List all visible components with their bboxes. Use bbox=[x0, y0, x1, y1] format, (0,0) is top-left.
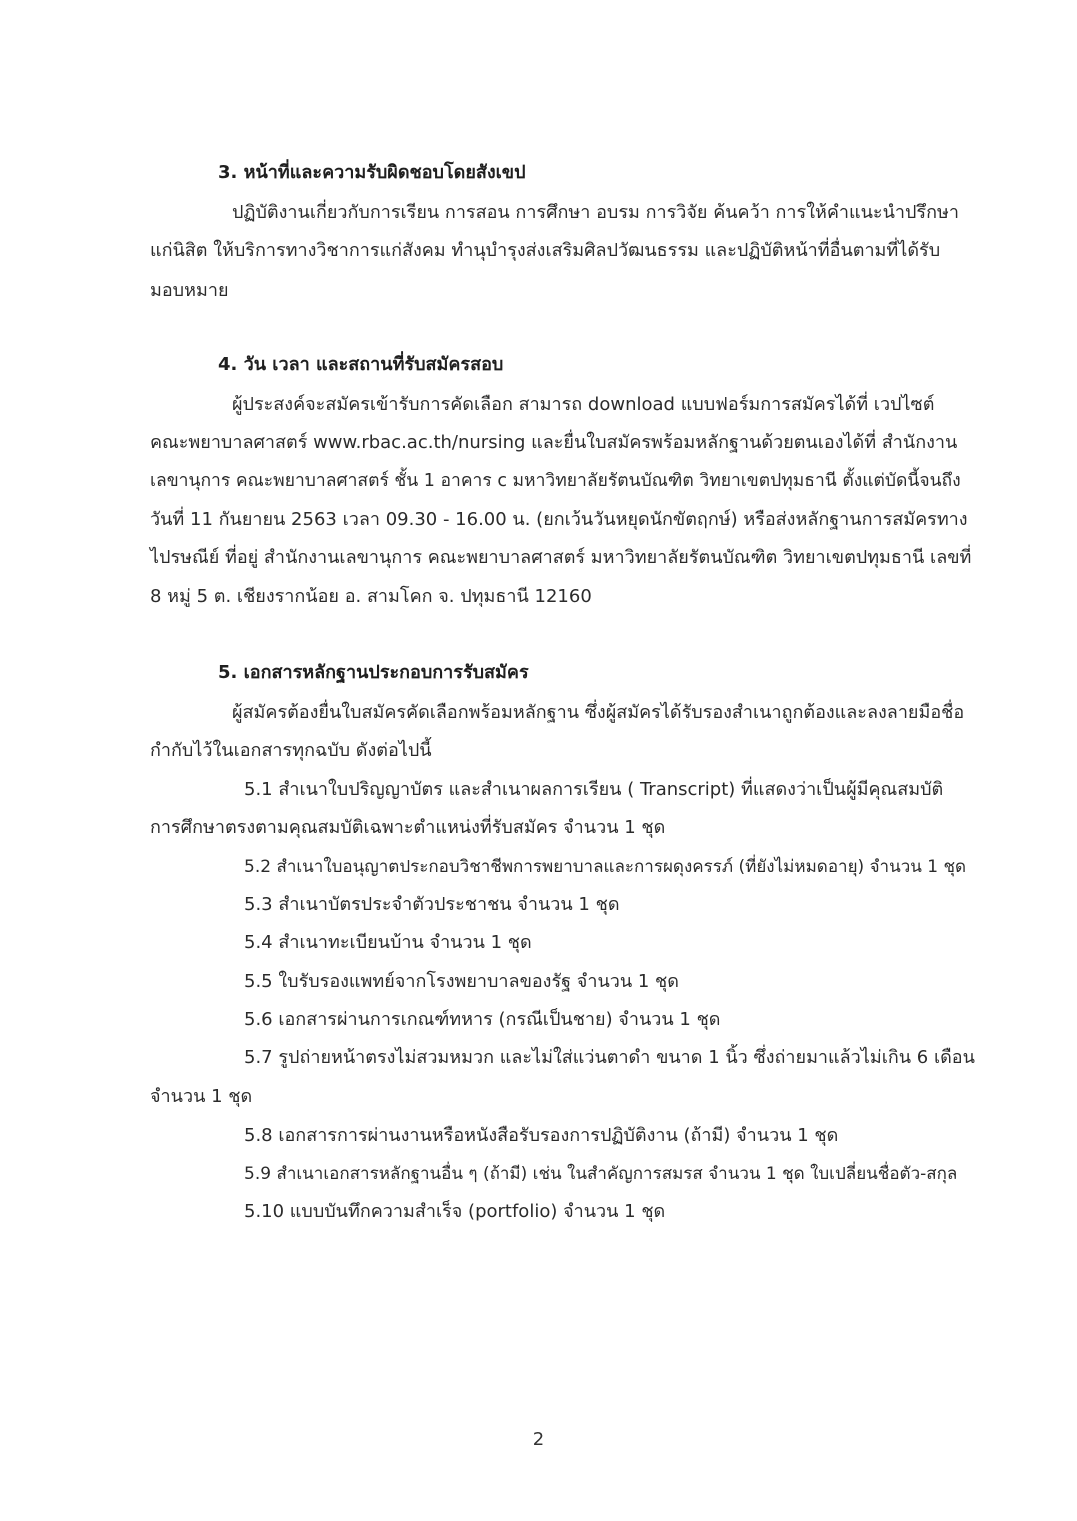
list-item-5-1: 5.1 สำเนาใบปริญญาบัตร และสำเนาผลการเรียน ( Transcript) ที่แสดงว่าเป็นผู้มีคุณสมบัติ bbox=[244, 779, 944, 800]
section-4-line-2: คณะพยาบาลศาสตร์ www.rbac.ac.th/nursing และยื่นใบสมัครพร้อมหลักฐานด้วยตนเองได้ที่ สำนักงาน bbox=[150, 432, 958, 453]
list-item-5-7-cont: จำนวน 1 ชุด bbox=[150, 1086, 253, 1107]
page-number: 2 bbox=[532, 1429, 545, 1450]
list-item-5-3: 5.3 สำเนาบัตรประจำตัวประชาชน จำนวน 1 ชุด bbox=[244, 894, 620, 915]
list-item-5-9: 5.9 สำเนาเอกสารหลักฐานอื่น ๆ (ถ้ามี) เช่น ในสำคัญการสมรส จำนวน 1 ชุด ใบเปลี่ยนชื่อตัว-สกุล bbox=[244, 1164, 958, 1184]
section-3-heading: 3. หน้าที่และความรับผิดชอบโดยสังเขป bbox=[218, 162, 526, 183]
list-item-5-5: 5.5 ใบรับรองแพทย์จากโรงพยาบาลของรัฐ จำนวน 1 ชุด bbox=[244, 971, 679, 992]
section-4-line-3: เลขานุการ คณะพยาบาลศาสตร์ ชั้น 1 อาคาร c มหาวิทยาลัยรัตนบัณฑิต วิทยาเขตปทุมธานี ตั้งแต่บัดนี้จนถึง bbox=[150, 471, 961, 491]
list-item-5-4: 5.4 สำเนาทะเบียนบ้าน จำนวน 1 ชุด bbox=[244, 932, 532, 953]
section-4-heading: 4. วัน เวลา และสถานที่รับสมัครสอบ bbox=[218, 354, 504, 375]
list-item-5-8: 5.8 เอกสารการผ่านงานหรือหนังสือรับรองการปฏิบัติงาน (ถ้ามี) จำนวน 1 ชุด bbox=[244, 1125, 839, 1146]
section-4-line-6: 8 หมู่ 5 ต. เชียงรากน้อย อ. สามโคก จ. ปทุมธานี 12160 bbox=[150, 586, 592, 607]
list-item-5-6: 5.6 เอกสารผ่านการเกณฑ์ทหาร (กรณีเป็นชาย) จำนวน 1 ชุด bbox=[244, 1009, 721, 1030]
section-3-line-3: มอบหมาย bbox=[150, 280, 229, 301]
section-5-heading: 5. เอกสารหลักฐานประกอบการรับสมัคร bbox=[218, 662, 529, 683]
section-3-line-1: ปฏิบัติงานเกี่ยวกับการเรียน การสอน การศึกษา อบรม การวิจัย ค้นคว้า การให้คำแนะนำปรึกษา bbox=[232, 202, 959, 223]
list-item-5-10: 5.10 แบบบันทึกความสำเร็จ (portfolio) จำนวน 1 ชุด bbox=[244, 1201, 666, 1222]
section-3-line-2: แก่นิสิต ให้บริการทางวิชาการแก่สังคม ทำนุบำรุงส่งเสริมศิลปวัฒนธรรม และปฏิบัติหน้าที่อื่นตามที่ได้รับ bbox=[150, 240, 941, 261]
section-5-intro-line-2: กำกับไว้ในเอกสารทุกฉบับ ดังต่อไปนี้ bbox=[150, 740, 432, 761]
section-4-line-4: วันที่ 11 กันยายน 2563 เวลา 09.30 - 16.00 น. (ยกเว้นวันหยุดนักขัตฤกษ์) หรือส่งหลักฐานการสมัครทาง bbox=[150, 509, 968, 530]
list-item-5-7: 5.7 รูปถ่ายหน้าตรงไม่สวมหมวก และไม่ใส่แว่นตาดำ ขนาด 1 นิ้ว ซึ่งถ่ายมาแล้วไม่เกิน 6 เดือน bbox=[244, 1047, 975, 1068]
section-4-line-1: ผู้ประสงค์จะสมัครเข้ารับการคัดเลือก สามารถ download แบบฟอร์มการสมัครได้ที่ เวปไซต์ bbox=[232, 394, 935, 415]
list-item-5-2: 5.2 สำเนาใบอนุญาตประกอบวิชาชีพการพยาบาลและการผดุงครรภ์ (ที่ยังไม่หมดอายุ) จำนวน 1 ชุด bbox=[244, 857, 967, 877]
section-5-intro-line-1: ผู้สมัครต้องยื่นใบสมัครคัดเลือกพร้อมหลักฐาน ซึ่งผู้สมัครได้รับรองสำเนาถูกต้องและลงลายมือชื่อ bbox=[232, 702, 965, 723]
section-4-line-5: ไปรษณีย์ ที่อยู่ สำนักงานเลขานุการ คณะพยาบาลศาสตร์ มหาวิทยาลัยรัตนบัณฑิต วิทยาเขตปทุมธานี เลขที่ bbox=[150, 547, 972, 568]
list-item-5-1-cont: การศึกษาตรงตามคุณสมบัติเฉพาะตำแหน่งที่รับสมัคร จำนวน 1 ชุด bbox=[150, 817, 666, 838]
